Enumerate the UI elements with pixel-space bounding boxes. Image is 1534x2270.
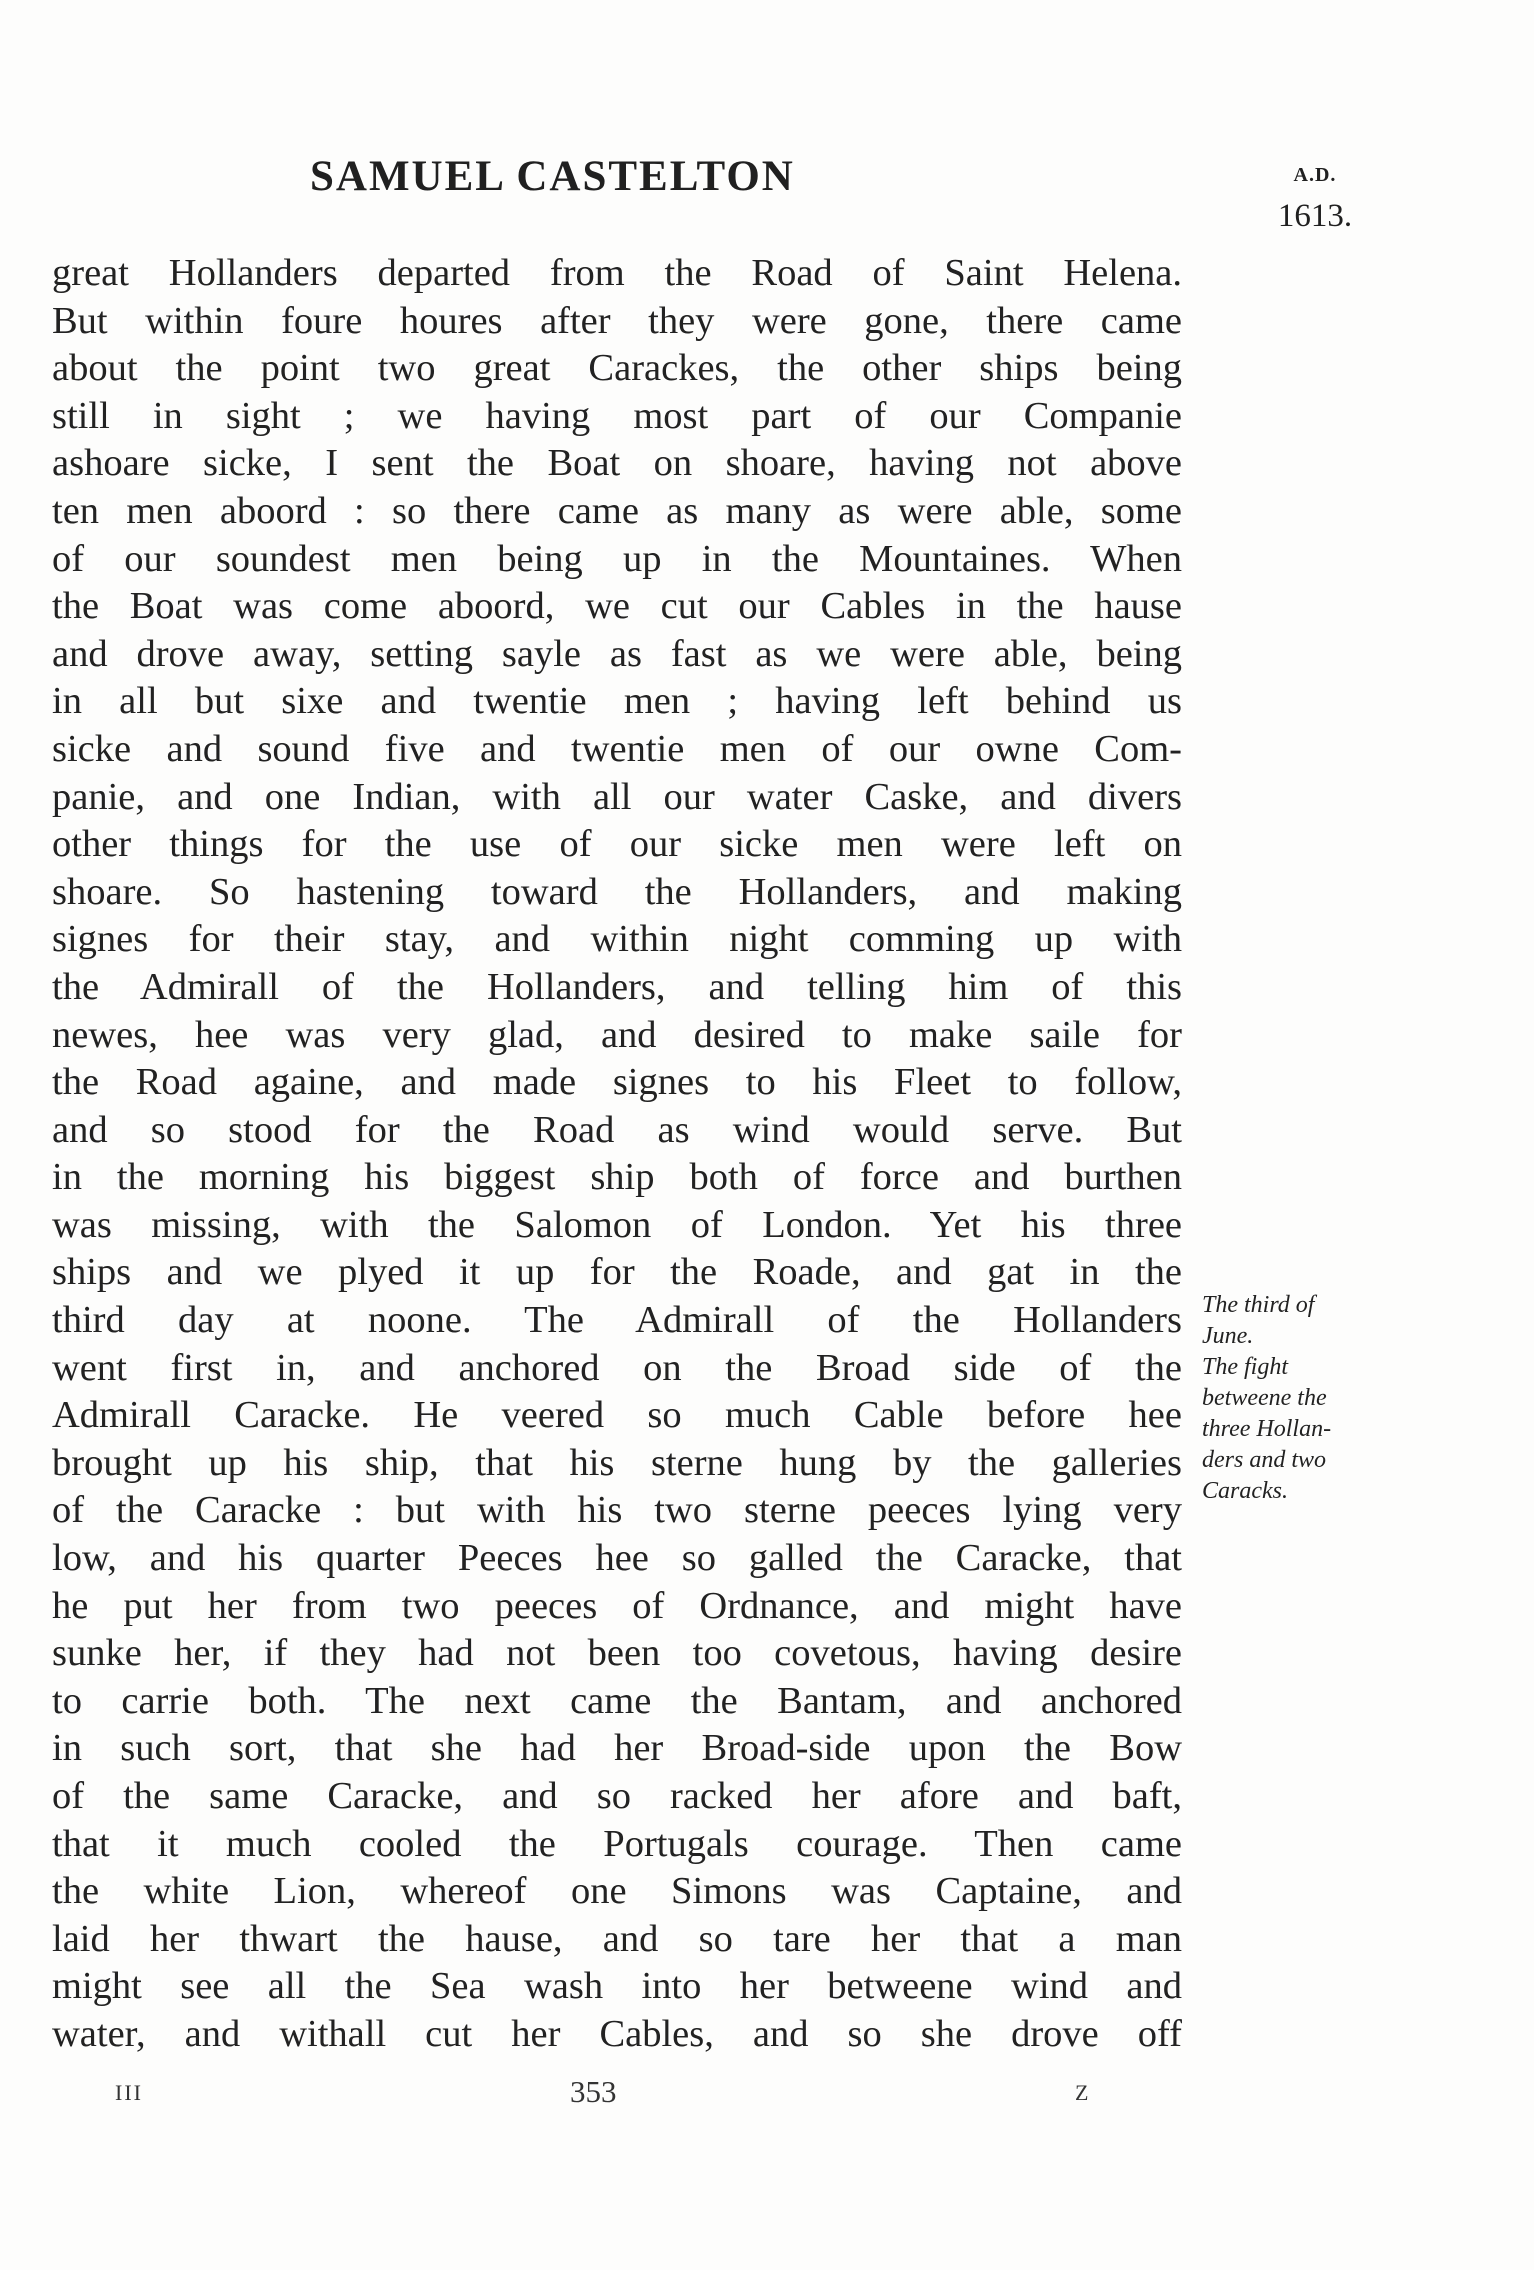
text-line: sunke her, if they had not been too covetous, having desire (52, 1632, 1182, 1675)
signature-mark-right: Z (1075, 2080, 1089, 2105)
text-line: about the point two great Carackes, the other ships being (52, 347, 1182, 390)
text-line: great Hollanders departed from the Road of Saint Helena. (52, 252, 1182, 294)
text-line: laid her thwart the hause, and so tare her that a man (52, 1917, 1182, 1960)
year-value: 1613. (1277, 198, 1353, 234)
text-line: was missing, with the Salomon of London. Yet his three (52, 1203, 1182, 1246)
text-line: and so stood for the Road as wind would serve. But (52, 1108, 1182, 1151)
text-line: the white Lion, whereof one Simons was Captaine, and (52, 1870, 1182, 1913)
text-line: third day at noone. The Admirall of the Hollanders (52, 1299, 1182, 1342)
page-number: 353 (570, 2074, 617, 2109)
text-line: and drove away, setting sayle as fast as we were able, being (52, 632, 1182, 675)
text-line: of our soundest men being up in the Mountaines. When (52, 537, 1182, 580)
running-title: SAMUEL CASTELTON (310, 153, 795, 200)
text-line: Admirall Caracke. He veered so much Cable before hee (52, 1394, 1182, 1437)
year-label: A.D. (1293, 164, 1337, 186)
text-line: the Road againe, and made signes to his Fleet to follow, (52, 1061, 1182, 1104)
text-line: But within foure houres after they were gone, there came (52, 299, 1182, 342)
margin-note-line: three Hollan- (1202, 1416, 1332, 1442)
text-line: sicke and sound five and twentie men of our owne Com- (52, 727, 1182, 770)
text-line: other things for the use of our sicke men were left on (52, 823, 1182, 866)
text-line: of the Caracke : but with his two sterne peeces lying very (52, 1489, 1182, 1532)
margin-note-line: betweene the (1202, 1385, 1327, 1411)
text-line: of the same Caracke, and so racked her afore and baft, (52, 1775, 1182, 1817)
text-line: he put her from two peeces of Ordnance, and might have (52, 1584, 1182, 1627)
text-line: brought up his ship, that his sterne hung by the galleries (52, 1441, 1182, 1484)
text-line: might see all the Sea wash into her betweene wind and (52, 1965, 1182, 2008)
text-line: ships and we plyed it up for the Roade, and gat in the (52, 1251, 1182, 1294)
text-line: in the morning his biggest ship both of force and burthen (52, 1156, 1182, 1199)
text-line: that it much cooled the Portugals courage. Then came (52, 1822, 1182, 1865)
margin-note-line: June. (1202, 1323, 1254, 1349)
margin-note (1202, 1290, 1402, 1507)
text-line: panie, and one Indian, with all our water Caske, and divers (52, 775, 1182, 818)
text-line: water, and withall cut her Cables, and so she drove off (52, 2012, 1182, 2055)
text-line: newes, hee was very glad, and desired to make saile for (52, 1013, 1182, 1056)
text-line: still in sight ; we having most part of our Companie (52, 394, 1182, 437)
page-footer (0, 2074, 1534, 2120)
signature-mark-left: III (115, 2080, 143, 2105)
text-line: ashoare sicke, I sent the Boat on shoare, having not above (52, 442, 1182, 485)
body-text (52, 250, 1182, 2059)
text-line: ten men aboord : so there came as many as were able, some (52, 489, 1182, 532)
margin-note-line: ders and two (1202, 1447, 1327, 1473)
margin-note-line: The fight (1202, 1354, 1289, 1380)
text-line: shoare. So hastening toward the Hollanders, and making (52, 870, 1182, 913)
text-line: low, and his quarter Peeces hee so galled the Caracke, that (52, 1537, 1182, 1580)
text-line: went first in, and anchored on the Broad side of the (52, 1346, 1182, 1389)
text-line: in such sort, that she had her Broad-side upon the Bow (52, 1727, 1182, 1770)
text-line: to carrie both. The next came the Bantam, and anchored (52, 1679, 1182, 1722)
text-line: the Boat was come aboord, we cut our Cables in the hause (52, 585, 1182, 628)
margin-note-line: Caracks. (1202, 1478, 1288, 1504)
text-line: in all but sixe and twentie men ; having left behind us (52, 680, 1182, 723)
text-line: the Admirall of the Hollanders, and telling him of this (52, 965, 1182, 1008)
margin-note-line: The third of (1202, 1292, 1315, 1318)
text-line: signes for their stay, and within night comming up with (52, 918, 1182, 961)
